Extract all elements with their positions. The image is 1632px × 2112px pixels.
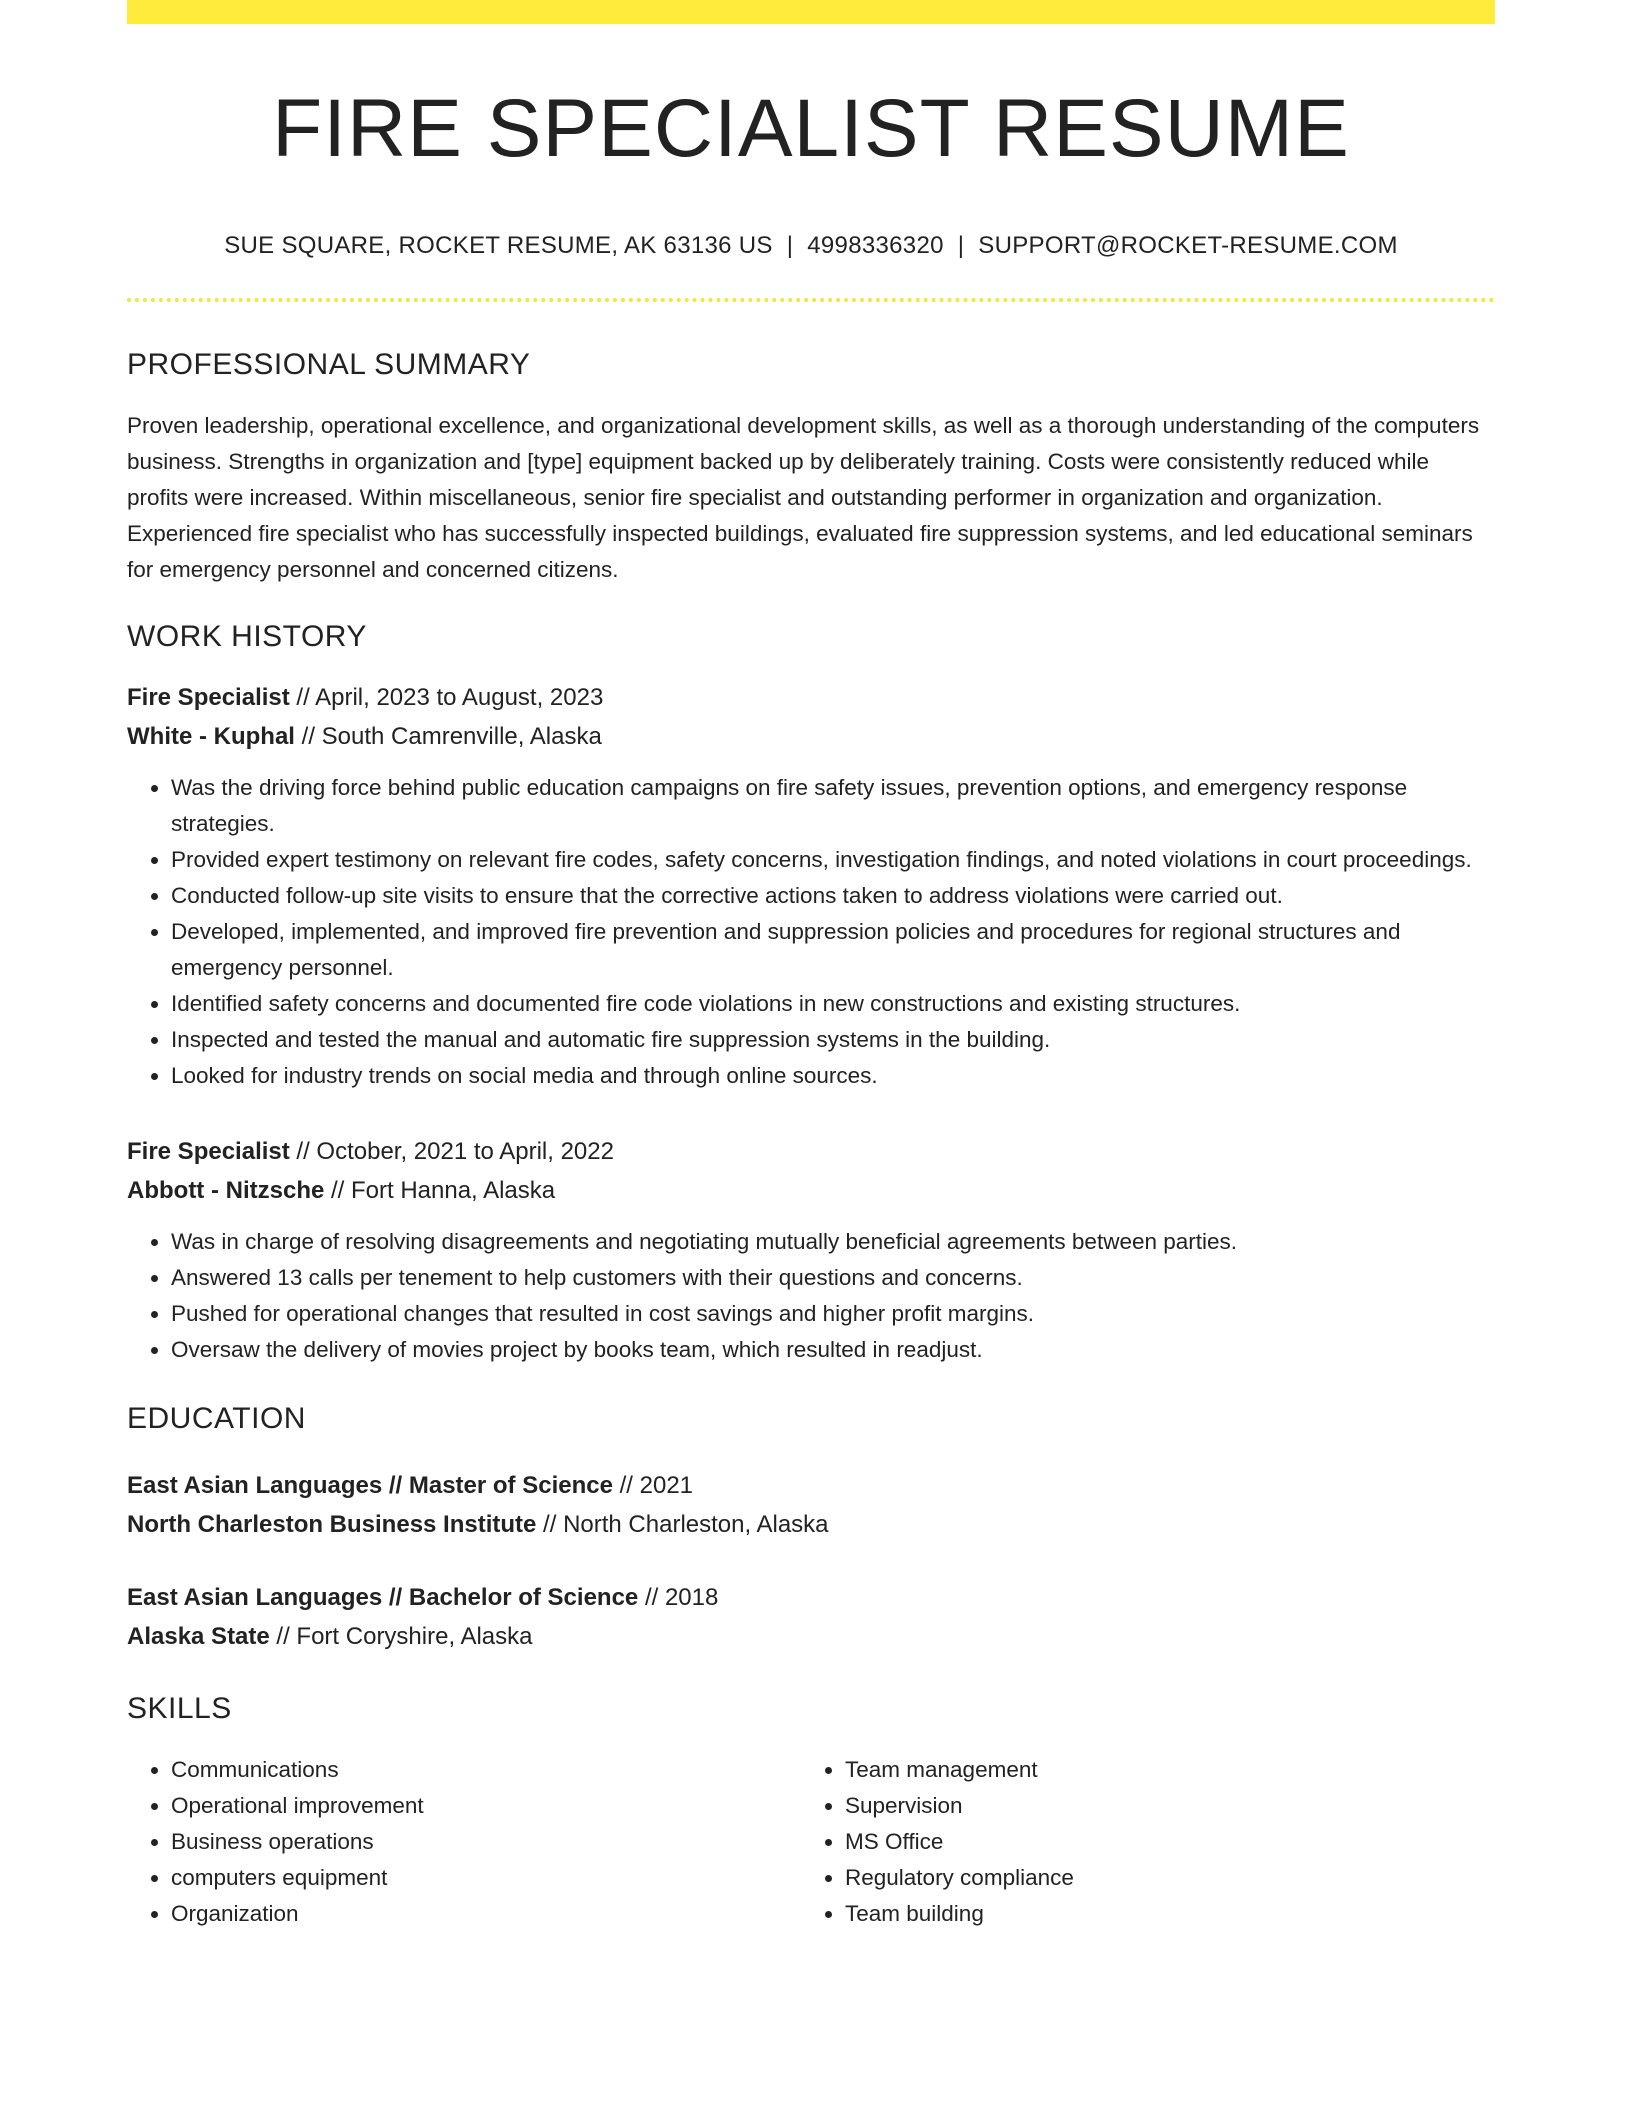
job-entry	[127, 1132, 1495, 1368]
skills-heading: SKILLS	[127, 1692, 232, 1726]
job-company: Abbott - Nitzsche	[127, 1177, 325, 1205]
list-item: • Communications	[171, 1752, 801, 1788]
job-company-line	[127, 1171, 1495, 1210]
education-entry	[127, 1578, 1495, 1656]
list-item: • Supervision	[845, 1788, 1475, 1824]
education-location: // Fort Coryshire, Alaska	[269, 1623, 533, 1651]
header-divider	[127, 298, 1495, 302]
summary-heading: PROFESSIONAL SUMMARY	[127, 348, 531, 382]
education-degree-line	[127, 1578, 1495, 1617]
job-bullets	[127, 770, 1495, 1094]
education-school-line	[127, 1617, 1495, 1656]
skills-list-left	[127, 1752, 801, 1932]
list-item: • Business operations	[171, 1824, 801, 1860]
list-item: • Answered 13 calls per tenement to help customers with their questions and concerns.	[171, 1260, 1495, 1296]
job-title-line	[127, 1132, 1495, 1171]
list-item: • Provided expert testimony on relevant fire codes, safety concerns, investigation findings, and noted violations in court proceedings.	[171, 842, 1495, 878]
accent-top-bar	[127, 0, 1495, 24]
job-title: Fire Specialist	[127, 1138, 290, 1166]
skills-columns	[127, 1752, 1495, 1932]
work-history-heading: WORK HISTORY	[127, 620, 367, 654]
contact-line	[127, 232, 1495, 260]
list-item: • Oversaw the delivery of movies project by books team, which resulted in readjust.	[171, 1332, 1495, 1368]
job-company-line	[127, 717, 1495, 756]
job-dates: // April, 2023 to August, 2023	[289, 684, 604, 712]
education-location: // North Charleston, Alaska	[536, 1511, 829, 1539]
education-degree-line	[127, 1466, 1495, 1505]
education-school: Alaska State	[127, 1623, 270, 1651]
education-degree: East Asian Languages // Bachelor of Science	[127, 1584, 639, 1612]
list-item: • Regulatory compliance	[845, 1860, 1475, 1896]
skills-list-right	[801, 1752, 1475, 1932]
summary-paragraph: Proven leadership, operational excellence, and organizational development skills, as well as a thorough understanding of the computers business. Strengths in organization and [type] equipment backed up by deliberately training. Costs were consistently reduced while profits were increased. Within miscellaneous, senior fire specialist and outstanding performer in organization and organization. Experienced fire specialist who has successfully inspected buildings, evaluated fire suppression systems, and led educational seminars for emergency personnel and concerned citizens.	[127, 413, 1480, 583]
job-title-line	[127, 678, 1495, 717]
list-item: • Developed, implemented, and improved fire prevention and suppression policies and procedures for regional structures and emergency personnel.	[171, 914, 1495, 986]
list-item: • Inspected and tested the manual and automatic fire suppression systems in the building.	[171, 1022, 1495, 1058]
list-item: • Team building	[845, 1896, 1475, 1932]
contact-separator: |	[786, 232, 794, 260]
job-location: // South Camrenville, Alaska	[294, 723, 602, 751]
list-item: • Was in charge of resolving disagreements and negotiating mutually beneficial agreements between parties.	[171, 1224, 1495, 1260]
contact-separator: |	[957, 232, 965, 260]
education-school: North Charleston Business Institute	[127, 1511, 537, 1539]
list-item: • MS Office	[845, 1824, 1475, 1860]
job-entry	[127, 678, 1495, 1094]
list-item: • Identified safety concerns and documented fire code violations in new constructions and existing structures.	[171, 986, 1495, 1022]
list-item: • Conducted follow-up site visits to ensure that the corrective actions taken to address violations were carried out.	[171, 878, 1495, 914]
contact-phone: 4998336320	[807, 232, 944, 260]
education-year: // 2018	[638, 1584, 719, 1612]
job-dates: // October, 2021 to April, 2022	[289, 1138, 614, 1166]
education-entry	[127, 1466, 1495, 1544]
list-item: • Operational improvement	[171, 1788, 801, 1824]
education-school-line	[127, 1505, 1495, 1544]
job-title: Fire Specialist	[127, 684, 290, 712]
list-item: • Organization	[171, 1896, 801, 1932]
resume-title: FIRE SPECIALIST RESUME	[272, 83, 1350, 174]
list-item: • Pushed for operational changes that resulted in cost savings and higher profit margins.	[171, 1296, 1495, 1332]
education-degree: East Asian Languages // Master of Science	[127, 1472, 613, 1500]
contact-address: SUE SQUARE, ROCKET RESUME, AK 63136 US	[224, 232, 773, 260]
job-company: White - Kuphal	[127, 723, 295, 751]
education-year: // 2021	[612, 1472, 694, 1500]
list-item: • computers equipment	[171, 1860, 801, 1896]
job-bullets	[127, 1224, 1495, 1368]
list-item: • Looked for industry trends on social media and through online sources.	[171, 1058, 1495, 1094]
resume-page	[127, 0, 1495, 1932]
list-item: • Team management	[845, 1752, 1475, 1788]
job-location: // Fort Hanna, Alaska	[324, 1177, 556, 1205]
contact-email: SUPPORT@ROCKET-RESUME.COM	[978, 232, 1398, 260]
list-item: • Was the driving force behind public education campaigns on fire safety issues, prevention options, and emergency response strategies.	[171, 770, 1495, 842]
education-heading: EDUCATION	[127, 1402, 306, 1436]
